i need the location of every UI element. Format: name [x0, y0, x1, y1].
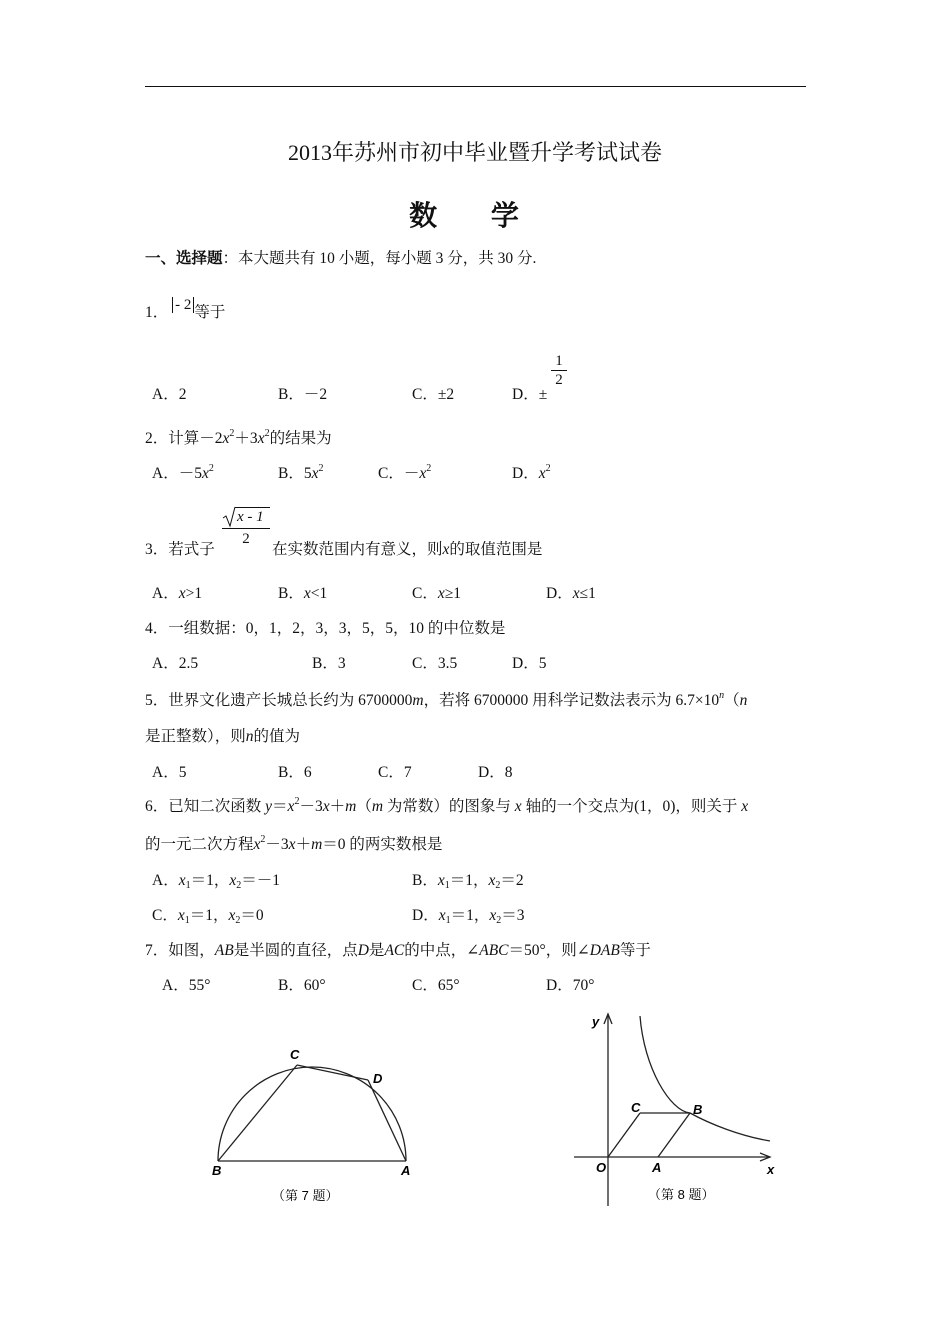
q7-option-a: A．55° — [162, 977, 211, 994]
q2-stem-a: 计算－2 — [168, 430, 223, 447]
q5-stem-b: ，若将 6700000 用科学记数法表示为 6.7×10 — [423, 692, 720, 709]
q2-exp: 2 — [318, 463, 324, 474]
q1-option-c: C．±2 — [412, 386, 455, 403]
q2-option-a — [152, 461, 214, 483]
q7-dd: 的中点，∠ — [404, 942, 480, 959]
q4-stem: 4．一组数据：0，1，2，3，3，5，5，10 的中位数是 — [145, 620, 506, 637]
q5-option-c: C．7 — [378, 764, 412, 781]
q5-option-b: B．6 — [278, 764, 312, 781]
q6-x: x — [253, 836, 261, 853]
q3-option-b — [278, 581, 327, 603]
q6-opt-r1: ＝1， — [450, 907, 490, 924]
q5-unit: m — [412, 692, 424, 709]
label-x: x — [767, 1162, 775, 1177]
q6-option-c: C．$x_1=1$，$x_2=0$ — [152, 907, 264, 926]
q3-stem-suffix — [272, 537, 542, 559]
q6-l1f: 为常数）的图象与 — [383, 798, 511, 815]
q2-opt-label: A． — [152, 465, 179, 482]
q7-a: 7．如图， — [145, 942, 215, 959]
q6-m: m — [345, 798, 357, 815]
chord-cd — [297, 1065, 368, 1080]
q3-var: x — [572, 585, 580, 602]
q2-stem — [145, 426, 332, 448]
q2-var: x — [538, 465, 546, 482]
q7-stem — [145, 938, 651, 960]
q5-var: n — [739, 692, 748, 709]
label-b: B — [693, 1102, 703, 1117]
q2-option-d — [512, 461, 551, 483]
q6-opt-label: D． — [412, 907, 439, 924]
q3-option-d — [546, 581, 596, 603]
q3-opt-value: ≥1 — [444, 585, 461, 602]
q7-ab: AB — [214, 942, 234, 959]
label-b: B — [212, 1163, 222, 1178]
q6-opt-label: B． — [412, 872, 438, 889]
q3-stem-prefix — [145, 537, 215, 559]
q7-c: 是 — [368, 942, 385, 959]
figure-7 — [200, 1040, 430, 1210]
label-y: y — [592, 1014, 600, 1029]
q1-abs-expression: - 2 — [172, 297, 194, 313]
q1-stem — [145, 297, 226, 322]
q2-option-b — [278, 461, 323, 483]
q3-option-c — [412, 581, 461, 603]
q2-exp: 2 — [208, 463, 214, 474]
q7-ac: AC — [384, 942, 405, 959]
q3-opt-label: D． — [546, 585, 573, 602]
q3-opt-value: >1 — [185, 585, 203, 602]
q3-fraction — [222, 506, 270, 549]
label-d: D — [373, 1071, 383, 1086]
q3-stem-a: 若式子 — [168, 541, 215, 558]
q6-stem-line1: 6．已知二次函数 $y=x^2-3x+m(m$ 为常数）的图象与 x 轴的一个交点为(1，0)，则关于 x — [145, 796, 749, 815]
q1-stem-text: 等于 — [194, 304, 226, 321]
q5-stem-a: 5．世界文化遗产长城总长约为 6700000 — [145, 692, 413, 709]
q1-option-d: D．± — [512, 386, 548, 403]
q6-opt-r2: ＝2 — [500, 872, 524, 889]
q6-opt-r2: ＝－1 — [241, 872, 281, 889]
q2-var: x — [311, 465, 319, 482]
q1-option-b: B．－2 — [278, 386, 328, 403]
q5-stem-c: （ — [724, 692, 740, 709]
q6-l2a: 的一元二次方程 — [145, 836, 254, 853]
q5-line2-b: 的值为 — [253, 728, 301, 745]
q7-option-c: C．65° — [412, 977, 460, 994]
figure-8-diagram — [560, 1008, 790, 1214]
q5-stem-line2 — [145, 724, 300, 746]
q5-option-d: D．8 — [478, 764, 513, 781]
q3-radicand-text: x - 1 — [237, 509, 264, 525]
q3-var: x — [303, 585, 311, 602]
figure-8 — [560, 1008, 790, 1214]
q2-stem-b: ＋3 — [234, 430, 258, 447]
q2-exp: 2 — [545, 463, 551, 474]
q6-opt-r1: ＝1， — [449, 872, 489, 889]
q6-x: x — [514, 798, 522, 815]
label-c: C — [290, 1047, 300, 1062]
chord-da — [368, 1080, 406, 1161]
figure-7-diagram — [200, 1040, 430, 1210]
q1-frac-den: 2 — [555, 372, 563, 388]
q2-exp: 2 — [229, 428, 235, 439]
q2-opt-label: B． — [278, 465, 304, 482]
q1-option-a: A．2 — [152, 386, 187, 403]
q6-l1e: （ — [356, 798, 372, 815]
q7-option-b: B．60° — [278, 977, 326, 994]
q7-e: ＝50°，则∠ — [508, 942, 590, 959]
q6-l2b: －3 — [265, 836, 289, 853]
q5-exp: n — [719, 690, 725, 701]
figure-7-caption: （第 7 题） — [272, 1188, 339, 1203]
q7-option-d: D．70° — [546, 977, 595, 994]
q1-frac-num: 1 — [551, 352, 567, 371]
label-o: O — [596, 1160, 607, 1175]
subject-title: 数 学 — [409, 199, 541, 232]
q2-var: x — [257, 430, 265, 447]
q2-opt-value: － — [403, 465, 420, 482]
q3-opt-label: B． — [278, 585, 304, 602]
q5-line2-a: 是正整数），则 — [145, 728, 246, 745]
q6-x: x — [741, 798, 749, 815]
q3-opt-value: ≤1 — [579, 585, 596, 602]
q2-exp: 2 — [426, 463, 432, 474]
q6-option-d: D．$x_1=1$，$x_2=3$ — [412, 907, 525, 926]
q6-l1a: 6．已知二次函数 — [145, 798, 266, 815]
q6-x: x — [287, 798, 295, 815]
q6-opt-r1: ＝1， — [190, 872, 230, 889]
segment-ab — [658, 1113, 690, 1157]
q3-var: x — [442, 541, 450, 558]
q6-m: m — [371, 798, 384, 815]
q6-option-b: B．$x_1=1$，$x_2=2$ — [412, 872, 524, 891]
q2-stem-c: 的结果为 — [269, 430, 332, 447]
q7-d: D — [357, 942, 369, 959]
q7-f: 等于 — [619, 942, 651, 959]
q2-opt-label: C． — [378, 465, 404, 482]
q6-l1g: 轴的一个交点为(1，0)，则关于 — [525, 798, 738, 815]
q3-stem-c: 的取值范围是 — [449, 541, 543, 558]
q4-option-d: D．5 — [512, 655, 547, 672]
sqrt-icon — [222, 506, 236, 528]
exam-title: 2013年苏州市初中毕业暨升学考试试卷 — [287, 140, 662, 165]
label-c: C — [631, 1100, 641, 1115]
q3-var: x — [437, 585, 445, 602]
q4-option-b: B．3 — [312, 655, 346, 672]
q2-var: x — [222, 430, 230, 447]
q2-var: x — [201, 465, 209, 482]
q6-l1b: ＝ — [272, 798, 288, 815]
q3-opt-value: <1 — [310, 585, 328, 602]
q3-frac-top — [222, 506, 270, 529]
q6-opt-r2: ＝3 — [501, 907, 525, 924]
q2-opt-value: 5 — [303, 465, 312, 482]
q4-option-c: C．3.5 — [412, 655, 458, 672]
q3-opt-label: A． — [152, 585, 179, 602]
section-desc: ：本大题共有 10 小题，每小题 3 分，共 30 分. — [222, 250, 537, 267]
q6-opt-r2: ＝0 — [240, 907, 264, 924]
q3-denominator: 2 — [242, 531, 250, 547]
q6-l1c: －3 — [299, 798, 323, 815]
q3-radicand — [237, 509, 264, 525]
q6-opt-label: A． — [152, 872, 179, 889]
q5-option-a: A．5 — [152, 764, 187, 781]
q2-option-c — [378, 461, 431, 483]
hyperbola-curve — [640, 1016, 770, 1141]
q6-l2c: ＋ — [295, 836, 312, 853]
q2-opt-value: －5 — [178, 465, 202, 482]
q6-x: x — [288, 836, 296, 853]
segment-oc — [608, 1113, 640, 1157]
q3-radical-bar — [235, 507, 270, 508]
q6-option-a: A．$x_1=1$，$x_2=-1$ — [152, 872, 281, 891]
q1-number: 1． — [145, 304, 169, 321]
section-heading — [145, 246, 536, 268]
q2-exp: 2 — [264, 428, 270, 439]
q6-x: x — [322, 798, 330, 815]
q3-number: 3． — [145, 541, 169, 558]
q6-l2d: ＝0 的两实数根是 — [322, 836, 443, 853]
q2-opt-label: D． — [512, 465, 539, 482]
q3-stem-b: 在实数范围内有意义，则 — [272, 541, 443, 558]
q6-opt-r1: ＝1， — [189, 907, 229, 924]
q7-abc: ABC — [479, 942, 509, 959]
q6-m: m — [311, 836, 323, 853]
label-a: A — [401, 1163, 411, 1178]
section-label: 一、选择题 — [145, 250, 223, 267]
figure-8-caption: （第 8 题） — [648, 1187, 715, 1202]
top-rule — [145, 86, 806, 87]
q1-fraction — [551, 352, 567, 389]
q2-var: x — [419, 465, 427, 482]
q3-option-a — [152, 581, 202, 603]
q5-stem-line1 — [145, 688, 747, 710]
q6-opt-label: C． — [152, 907, 178, 924]
q2-number: 2． — [145, 430, 169, 447]
label-a: A — [652, 1160, 662, 1175]
q5-var: n — [245, 728, 254, 745]
q6-y: y — [265, 798, 273, 815]
q7-dab: DAB — [589, 942, 620, 959]
chord-bc — [218, 1065, 297, 1161]
q4-option-a: A．2.5 — [152, 655, 199, 672]
q6-stem-line2: 的一元二次方程$x^2-3x+m=0$ 的两实数根是 — [145, 834, 443, 853]
q3-var: x — [178, 585, 186, 602]
q3-opt-label: C． — [412, 585, 438, 602]
q6-l1d: ＋ — [329, 798, 346, 815]
q7-b: 是半圆的直径，点 — [233, 942, 358, 959]
